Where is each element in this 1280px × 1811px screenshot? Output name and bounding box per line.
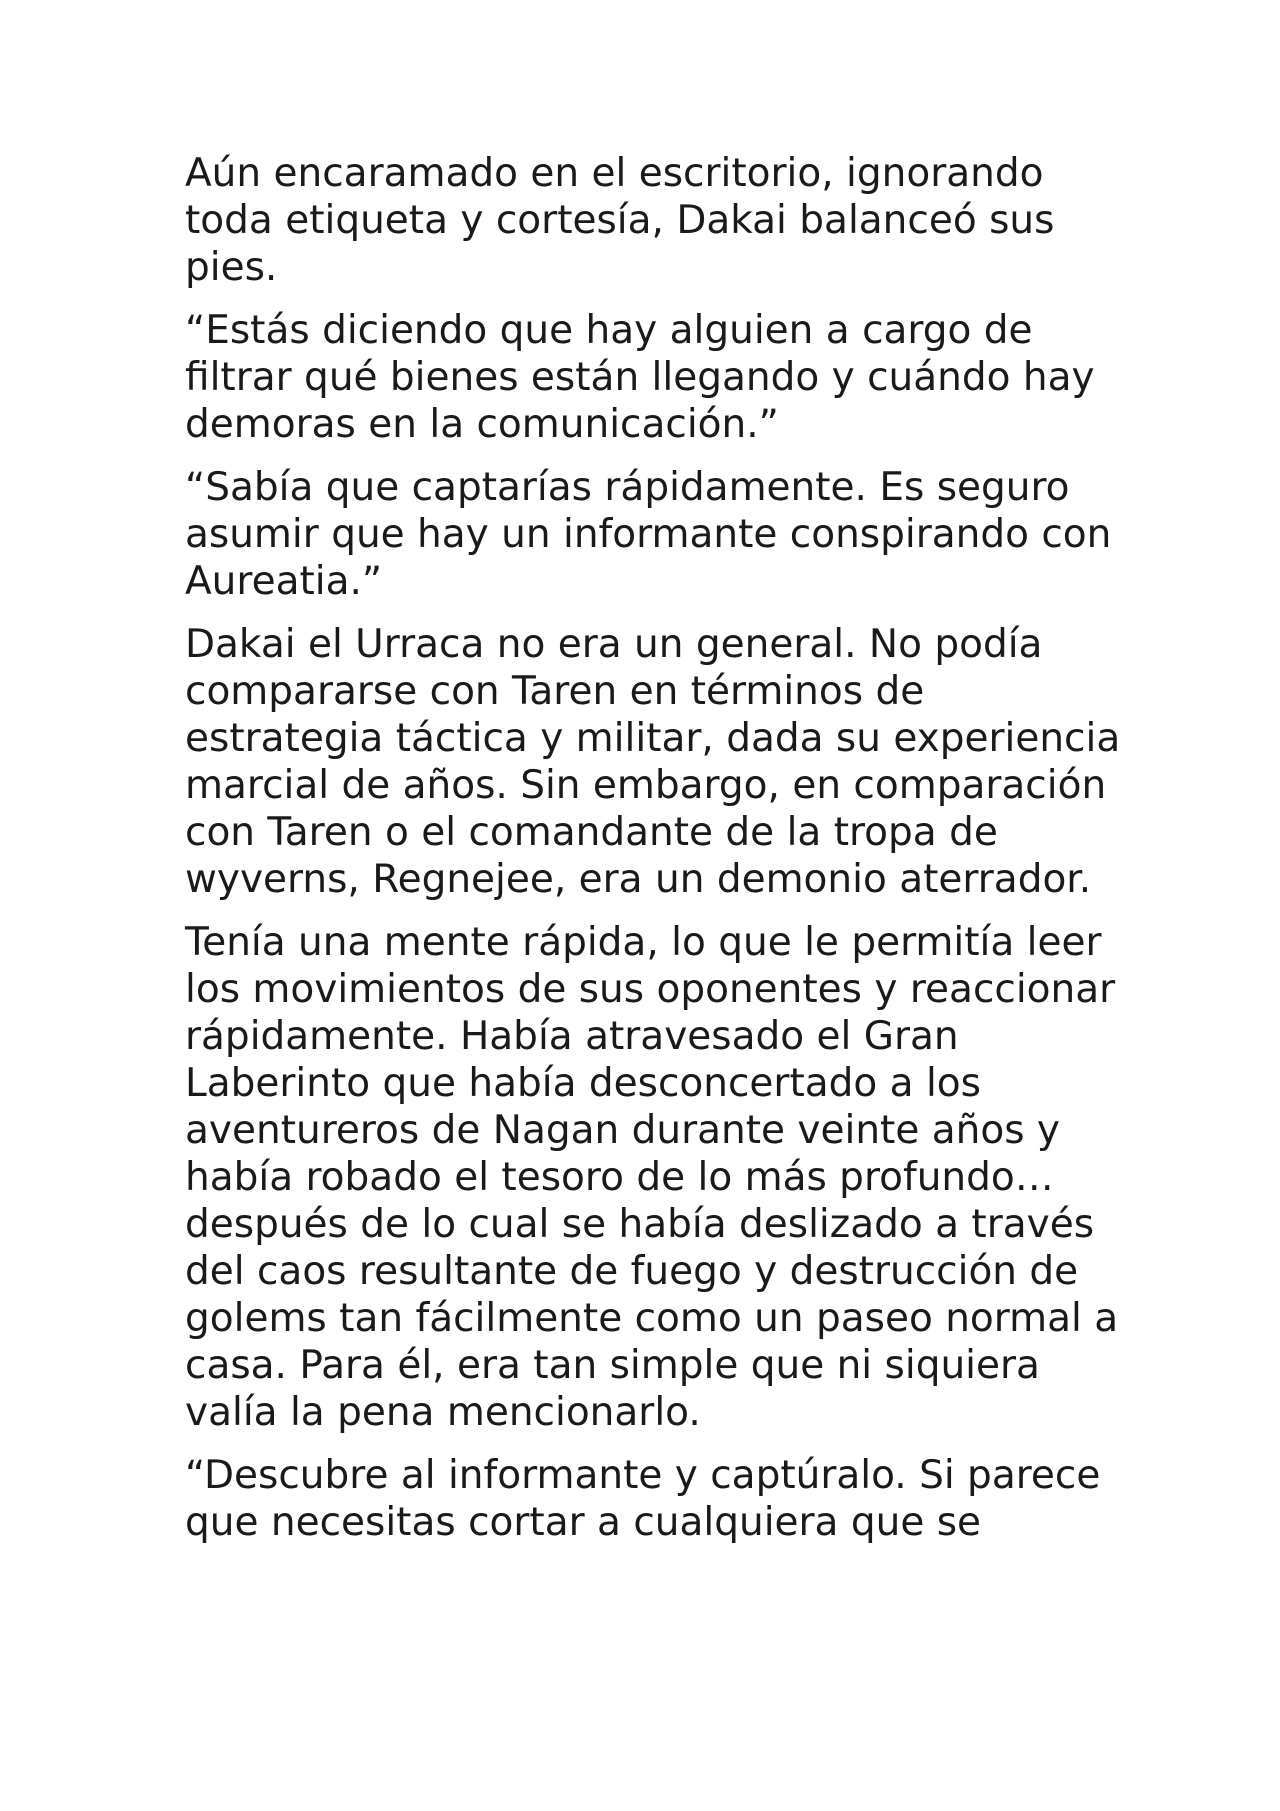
paragraph: Aún encaramado en el escritorio, ignorando toda etiqueta y cortesía, Dakai balanceó sus pies.: [185, 151, 1055, 290]
paragraph: Dakai el Urraca no era un general. No podía compararse con Taren en términos de estrategia táctica y militar, dada su experiencia marcial de años. Sin embargo, en comparación con Taren o el comandante de la tropa de wyverns, Regnejee, era un demonio aterrador.: [185, 622, 1121, 902]
paragraph: “Estás diciendo que hay alguien a cargo de filtrar qué bienes están llegando y cuándo hay demoras en la comunicación.”: [185, 308, 1095, 447]
paragraph: “Sabía que captarías rápidamente. Es seguro asumir que hay un informante conspirando con Aureatia.”: [185, 465, 1112, 604]
paragraph: “Descubre al informante y captúralo. Si parece que necesitas cortar a cualquiera que se: [185, 1453, 1101, 1545]
paragraph: Tenía una mente rápida, lo que le permitía leer los movimientos de sus oponentes y reaccionar rápidamente. Había atravesado el Gran Laberinto que había desconcertado a los aventureros de Nagan durante veinte años y había robado el tesoro de lo más profundo… después de lo cual se había deslizado a través del caos resultante de fuego y destrucción de golems tan fácilmente como un paseo normal a casa. Para él, era tan simple que ni siquiera valía la pena mencionarlo.: [185, 920, 1119, 1435]
document-page: [185, 150, 1125, 1562]
